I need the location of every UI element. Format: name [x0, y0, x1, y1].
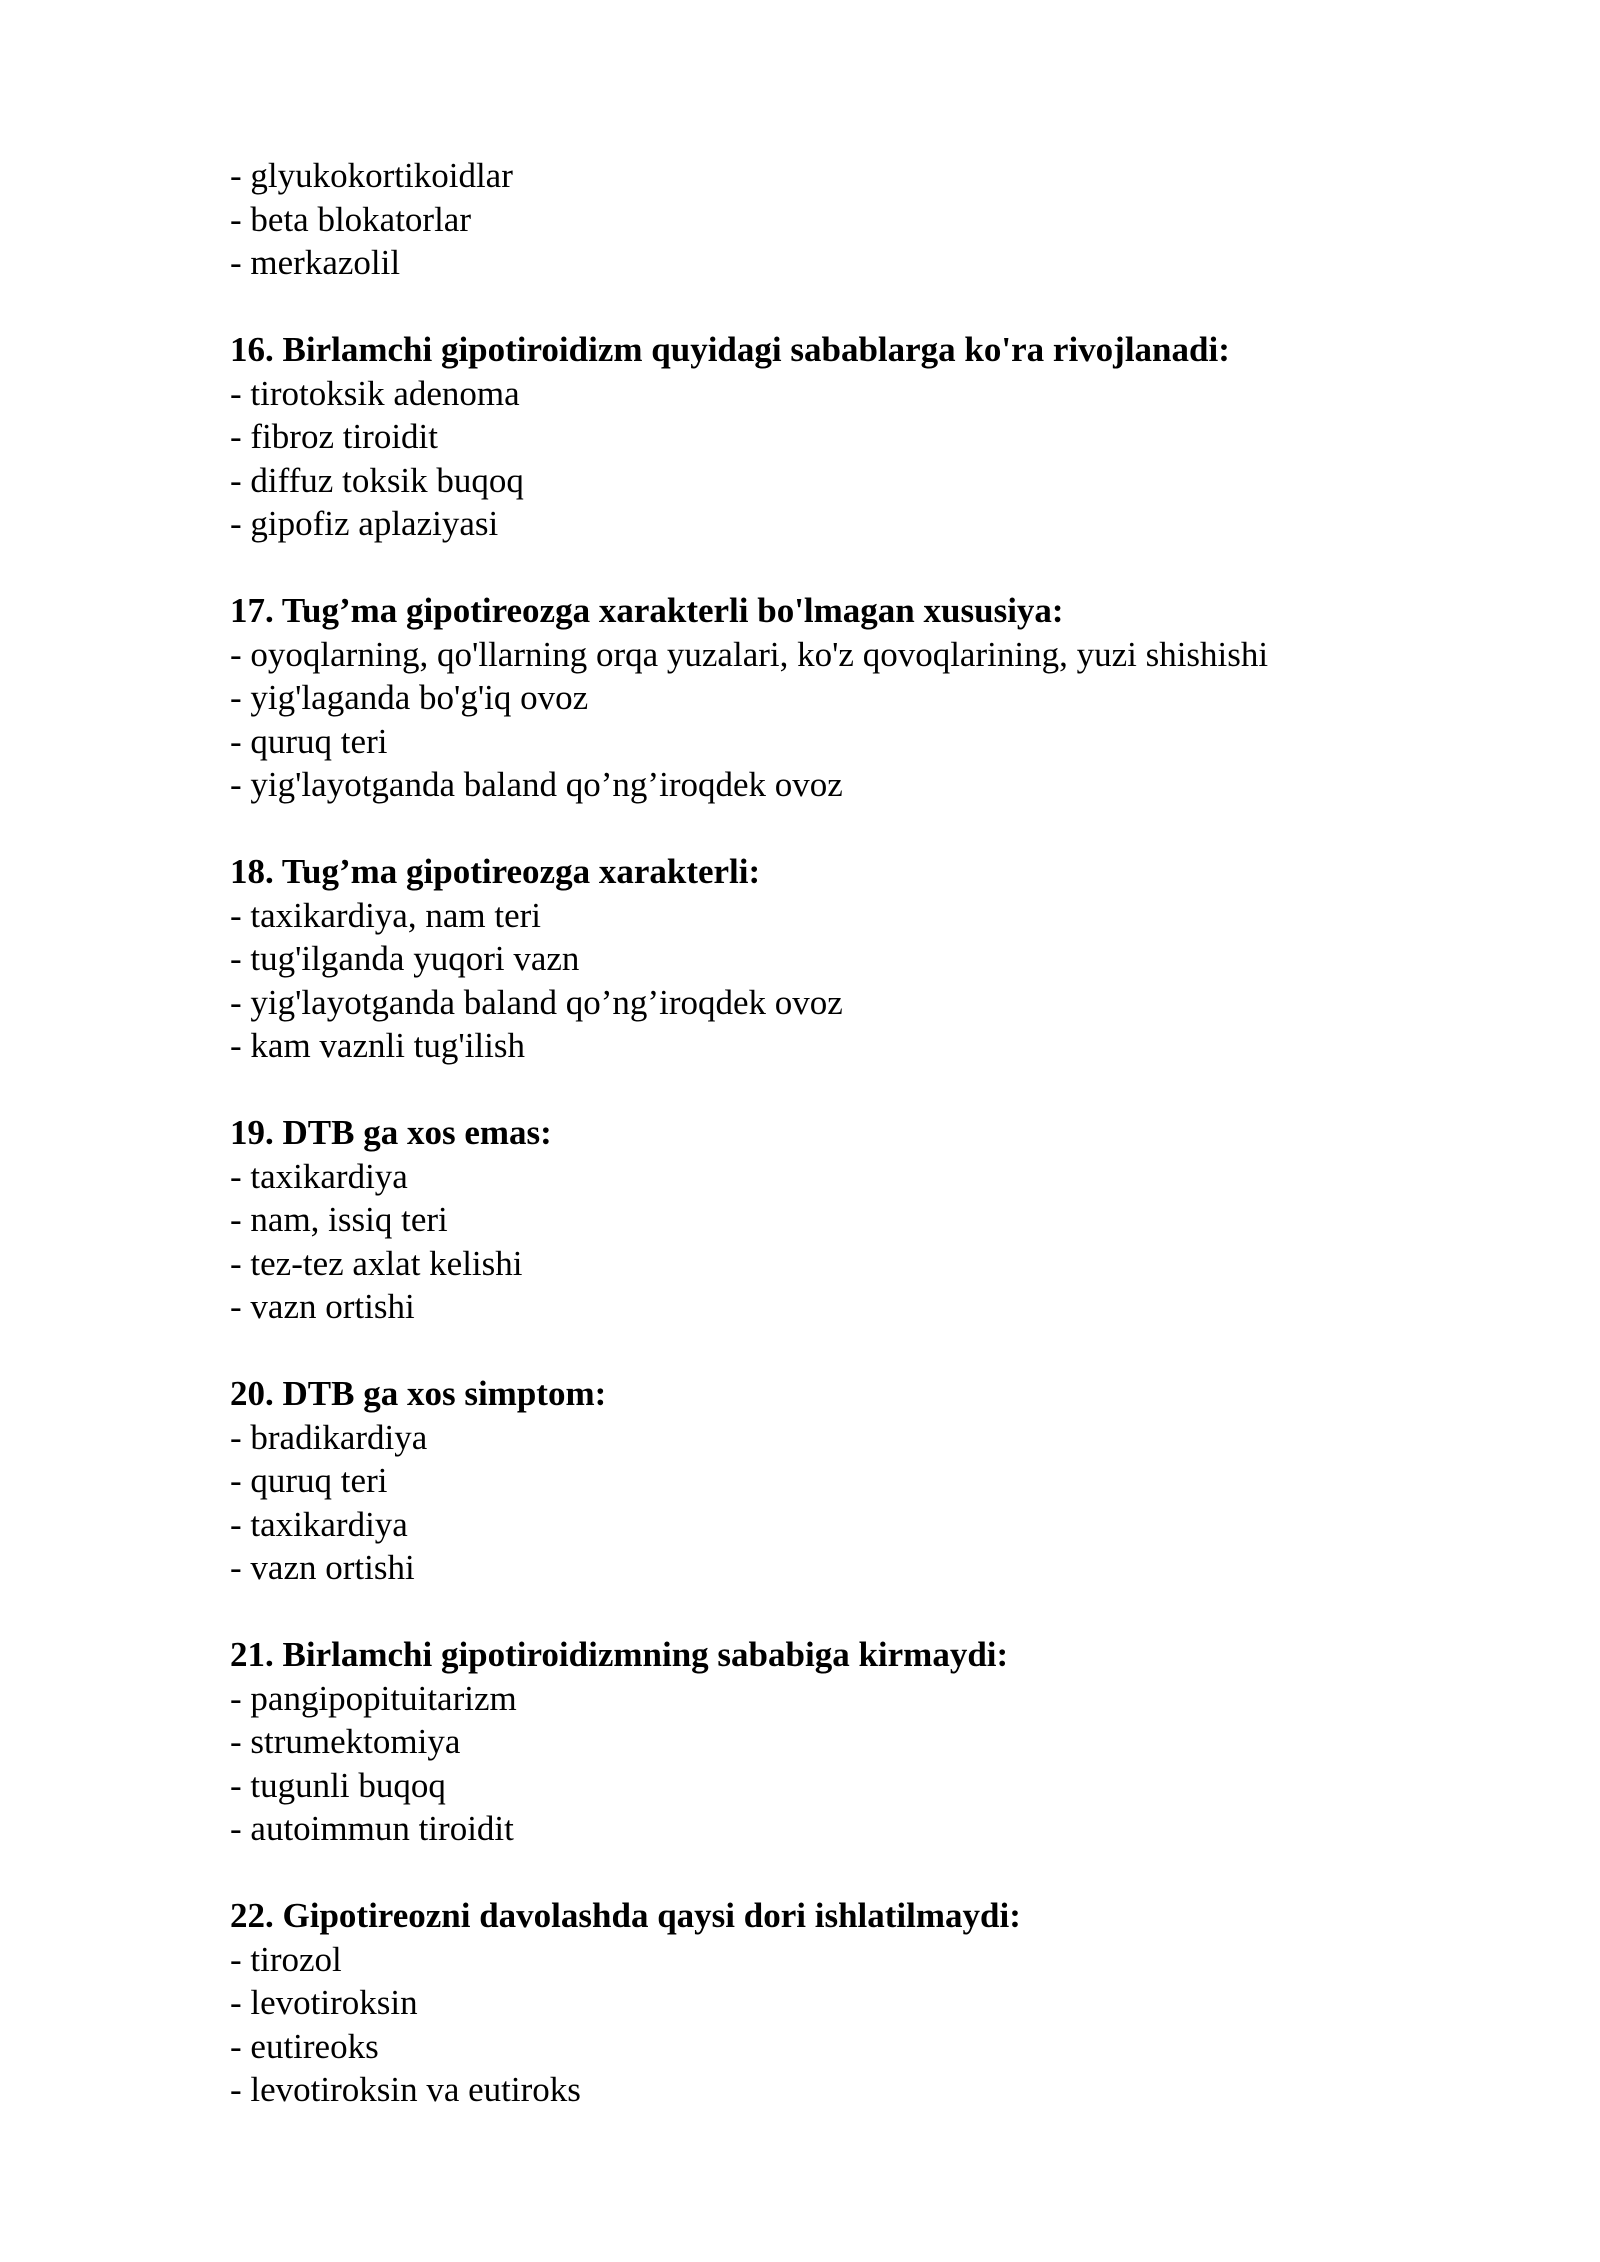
- option-line: - tirotoksik adenoma: [230, 373, 520, 413]
- option-line: - yig'laganda bo'g'iq ovoz: [230, 678, 589, 717]
- option-line: - kam vaznli tug'ilish: [230, 1026, 526, 1065]
- option-line: - taxikardiya: [230, 1504, 408, 1544]
- option-line: - diffuz toksik buqoq: [230, 460, 524, 500]
- option-line: - tez-tez axlat kelishi: [230, 1243, 523, 1283]
- question-title: 20. DTB ga xos simptom:: [230, 1374, 607, 1413]
- option-line: - bradikardiya: [230, 1417, 428, 1457]
- option-line: - quruq teri: [230, 1461, 388, 1500]
- question-19: [230, 1111, 1470, 1329]
- option-line: - oyoqlarning, qo'llarning orqa yuzalari, ko'z qovoqlarining, yuzi shishishi: [230, 634, 1269, 674]
- question-20: [230, 1372, 1470, 1590]
- question-18: [230, 850, 1470, 1068]
- option-line: - taxikardiya: [230, 1156, 408, 1196]
- option-line: - pangipopituitarizm: [230, 1678, 517, 1718]
- option-line: - yig'layotganda baland qo’ng’iroqdek ovoz: [230, 765, 843, 804]
- question-22: [230, 1894, 1470, 2112]
- question-title: 22. Gipotireozni davolashda qaysi dori ishlatilmaydi:: [230, 1896, 1021, 1935]
- question-title: 21. Birlamchi gipotiroidizmning sababiga kirmaydi:: [230, 1635, 1009, 1674]
- option-line: - levotiroksin: [230, 1983, 418, 2022]
- option-line: - autoimmun tiroidit: [230, 1809, 514, 1848]
- question-title: 16. Birlamchi gipotiroidizm quyidagi sabablarga ko'ra rivojlanadi:: [230, 330, 1230, 369]
- option-line: - quruq teri: [230, 721, 388, 761]
- option-line: - yig'layotganda baland qo’ng’iroqdek ovoz: [230, 982, 843, 1022]
- question-17: [230, 589, 1470, 807]
- option-line: - gipofiz aplaziyasi: [230, 504, 499, 543]
- question-16: [230, 328, 1470, 546]
- option-line: - vazn ortishi: [230, 1548, 415, 1587]
- option-line: - merkazolil: [230, 243, 401, 282]
- leading-options: [230, 154, 1470, 285]
- question-title: 17. Tug’ma gipotireozga xarakterli bo'lmagan xususiya:: [230, 591, 1064, 630]
- question-21: [230, 1633, 1470, 1851]
- option-line: - tirozol: [230, 1939, 342, 1979]
- option-line: - taxikardiya, nam teri: [230, 895, 541, 935]
- option-line: - nam, issiq teri: [230, 1200, 448, 1239]
- option-line: - tugunli buqoq: [230, 1765, 446, 1805]
- question-title: 19. DTB ga xos emas:: [230, 1113, 552, 1152]
- option-line: - fibroz tiroidit: [230, 417, 439, 456]
- option-line: - vazn ortishi: [230, 1287, 415, 1326]
- option-line: - levotiroksin va eutiroks: [230, 2070, 581, 2109]
- option-line: - beta blokatorlar: [230, 199, 472, 239]
- option-line: - tug'ilganda yuqori vazn: [230, 939, 580, 978]
- document-content: [230, 154, 1470, 2112]
- option-line: - glyukokortikoidlar: [230, 156, 513, 195]
- option-line: - eutireoks: [230, 2026, 379, 2066]
- option-line: - strumektomiya: [230, 1722, 461, 1761]
- question-title: 18. Tug’ma gipotireozga xarakterli:: [230, 852, 761, 891]
